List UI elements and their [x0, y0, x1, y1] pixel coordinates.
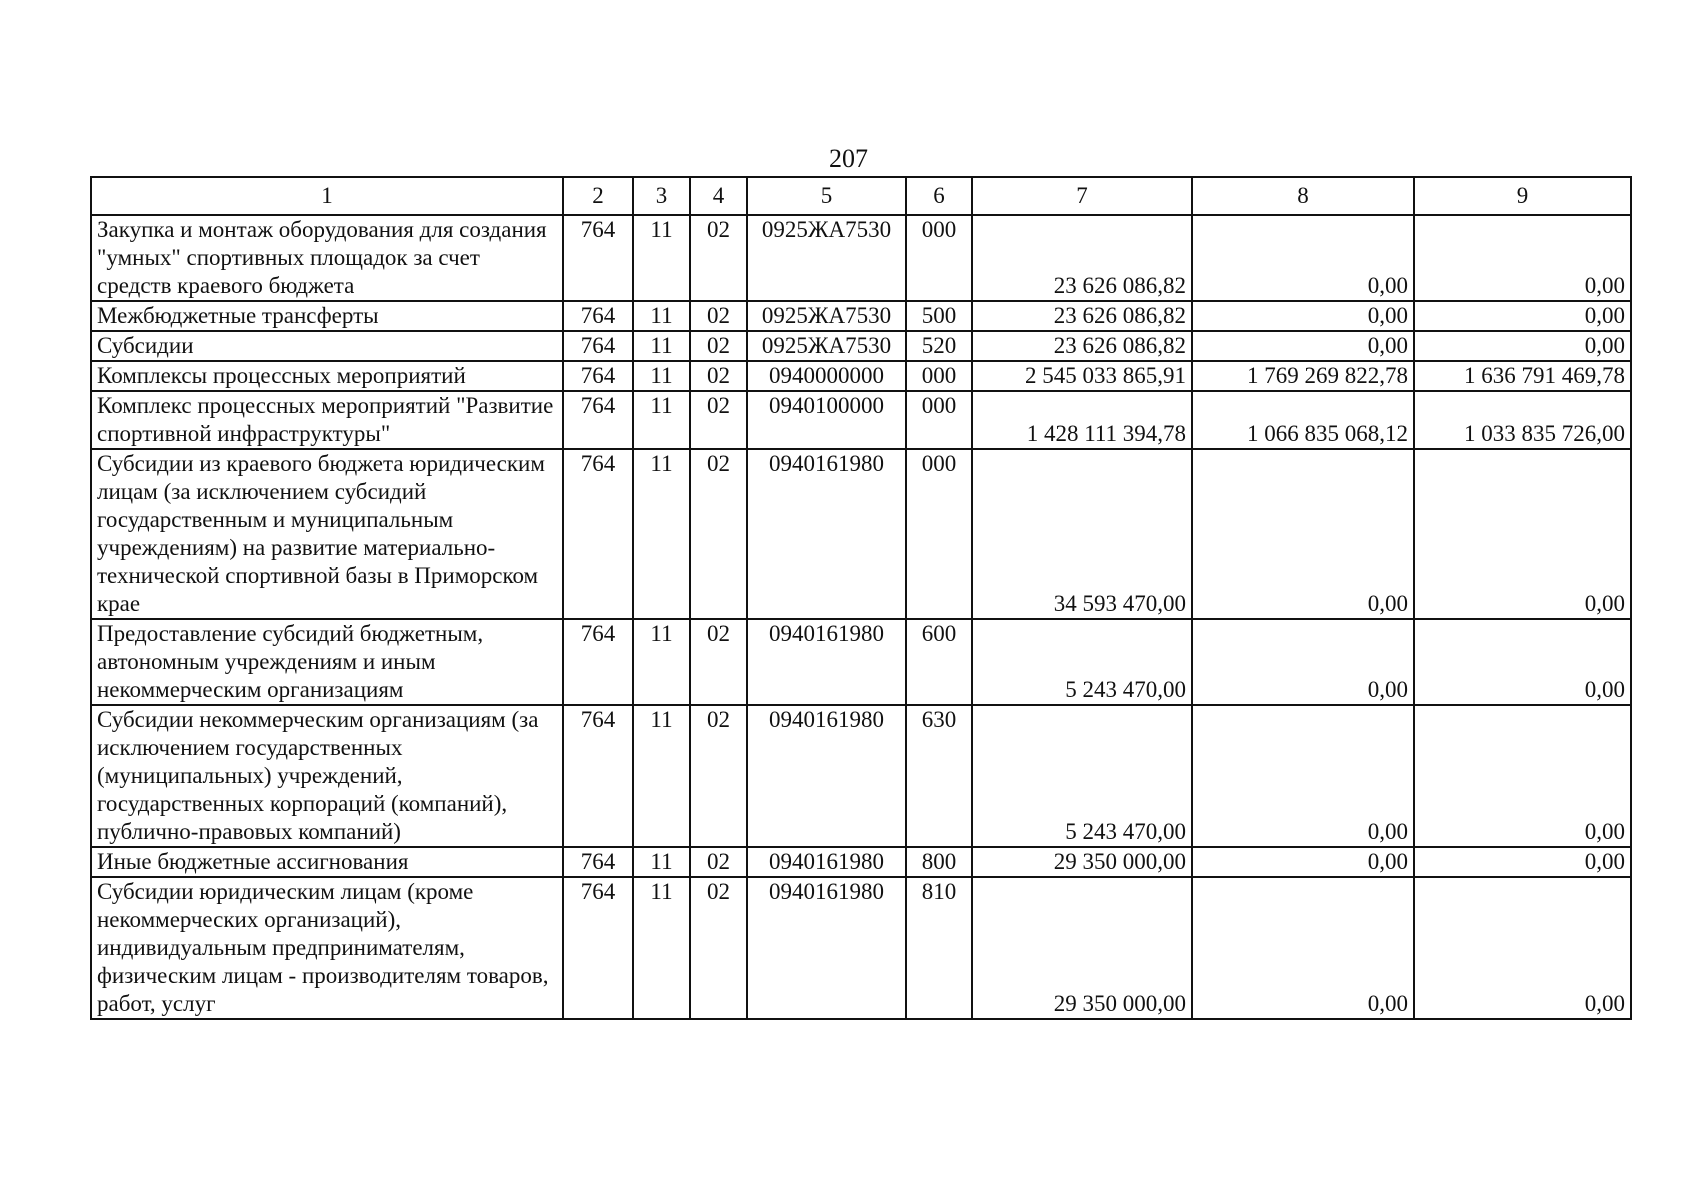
row-name-cell: Субсидии	[91, 331, 563, 361]
code-cell: 11	[633, 301, 690, 331]
code-cell: 02	[690, 361, 747, 391]
amount-cell: 0,00	[1192, 301, 1414, 331]
column-header: 9	[1414, 177, 1631, 215]
code-cell: 764	[563, 449, 633, 619]
amount-cell: 29 350 000,00	[972, 877, 1192, 1019]
amount-cell: 23 626 086,82	[972, 331, 1192, 361]
amount-cell: 0,00	[1192, 619, 1414, 705]
amount-cell: 0,00	[1192, 847, 1414, 877]
code-cell: 000	[906, 361, 972, 391]
code-cell: 11	[633, 619, 690, 705]
amount-cell: 1 769 269 822,78	[1192, 361, 1414, 391]
row-name-cell: Комплексы процессных мероприятий	[91, 361, 563, 391]
amount-cell: 0,00	[1414, 331, 1631, 361]
row-name-cell: Предоставление субсидий бюджетным, автономным учреждениям и иным некоммерческим организациям	[91, 619, 563, 705]
column-header: 5	[747, 177, 906, 215]
amount-cell: 0,00	[1414, 449, 1631, 619]
row-name-cell: Субсидии юридическим лицам (кроме некоммерческих организаций), индивидуальным предпринимателям, физическим лицам - производителям товаров, работ, услуг	[91, 877, 563, 1019]
amount-cell: 5 243 470,00	[972, 619, 1192, 705]
code-cell: 02	[690, 619, 747, 705]
row-name-cell: Иные бюджетные ассигнования	[91, 847, 563, 877]
table-row	[91, 391, 1631, 449]
code-cell: 02	[690, 705, 747, 847]
amount-cell: 1 033 835 726,00	[1414, 391, 1631, 449]
table-row	[91, 361, 1631, 391]
code-cell: 11	[633, 705, 690, 847]
code-cell: 0940161980	[747, 619, 906, 705]
amount-cell: 0,00	[1192, 877, 1414, 1019]
amount-cell: 0,00	[1414, 847, 1631, 877]
column-header: 2	[563, 177, 633, 215]
code-cell: 764	[563, 215, 633, 301]
code-cell: 11	[633, 877, 690, 1019]
code-cell: 764	[563, 877, 633, 1019]
amount-cell: 1 066 835 068,12	[1192, 391, 1414, 449]
amount-cell: 0,00	[1192, 449, 1414, 619]
amount-cell: 2 545 033 865,91	[972, 361, 1192, 391]
header-row	[91, 177, 1631, 215]
code-cell: 02	[690, 847, 747, 877]
table-row	[91, 215, 1631, 301]
column-header: 1	[91, 177, 563, 215]
amount-cell: 0,00	[1414, 705, 1631, 847]
code-cell: 0925ЖА7530	[747, 215, 906, 301]
code-cell: 520	[906, 331, 972, 361]
code-cell: 764	[563, 847, 633, 877]
code-cell: 02	[690, 877, 747, 1019]
code-cell: 0940100000	[747, 391, 906, 449]
column-header: 7	[972, 177, 1192, 215]
table-row	[91, 301, 1631, 331]
code-cell: 11	[633, 331, 690, 361]
amount-cell: 5 243 470,00	[972, 705, 1192, 847]
amount-cell: 34 593 470,00	[972, 449, 1192, 619]
amount-cell: 23 626 086,82	[972, 215, 1192, 301]
code-cell: 0940000000	[747, 361, 906, 391]
row-name-cell: Субсидии некоммерческим организациям (за исключением государственных (муниципальных) учреждений, государственных корпораций (компаний), публично-правовых компаний)	[91, 705, 563, 847]
table-row	[91, 847, 1631, 877]
code-cell: 810	[906, 877, 972, 1019]
code-cell: 764	[563, 391, 633, 449]
code-cell: 11	[633, 391, 690, 449]
table-row	[91, 449, 1631, 619]
code-cell: 11	[633, 215, 690, 301]
amount-cell: 0,00	[1414, 877, 1631, 1019]
code-cell: 11	[633, 361, 690, 391]
code-cell: 0940161980	[747, 877, 906, 1019]
code-cell: 02	[690, 215, 747, 301]
code-cell: 800	[906, 847, 972, 877]
amount-cell: 0,00	[1414, 301, 1631, 331]
amount-cell: 0,00	[1414, 619, 1631, 705]
code-cell: 764	[563, 705, 633, 847]
code-cell: 630	[906, 705, 972, 847]
code-cell: 02	[690, 449, 747, 619]
row-name-cell: Комплекс процессных мероприятий "Развитие спортивной инфраструктуры"	[91, 391, 563, 449]
column-header: 4	[690, 177, 747, 215]
budget-table	[90, 176, 1632, 1020]
table-row	[91, 619, 1631, 705]
amount-cell: 29 350 000,00	[972, 847, 1192, 877]
code-cell: 11	[633, 449, 690, 619]
code-cell: 0940161980	[747, 847, 906, 877]
amount-cell: 0,00	[1414, 215, 1631, 301]
code-cell: 764	[563, 619, 633, 705]
code-cell: 11	[633, 847, 690, 877]
code-cell: 0940161980	[747, 705, 906, 847]
row-name-cell: Межбюджетные трансферты	[91, 301, 563, 331]
code-cell: 000	[906, 215, 972, 301]
code-cell: 02	[690, 391, 747, 449]
code-cell: 764	[563, 301, 633, 331]
amount-cell: 1 636 791 469,78	[1414, 361, 1631, 391]
table-row	[91, 705, 1631, 847]
code-cell: 0925ЖА7530	[747, 331, 906, 361]
code-cell: 0925ЖА7530	[747, 301, 906, 331]
amount-cell: 0,00	[1192, 215, 1414, 301]
code-cell: 764	[563, 331, 633, 361]
code-cell: 000	[906, 449, 972, 619]
table-row	[91, 877, 1631, 1019]
column-header: 8	[1192, 177, 1414, 215]
amount-cell: 1 428 111 394,78	[972, 391, 1192, 449]
row-name-cell: Закупка и монтаж оборудования для создания "умных" спортивных площадок за счет средств краевого бюджета	[91, 215, 563, 301]
table-row	[91, 331, 1631, 361]
column-header: 6	[906, 177, 972, 215]
code-cell: 02	[690, 331, 747, 361]
amount-cell: 0,00	[1192, 331, 1414, 361]
code-cell: 500	[906, 301, 972, 331]
amount-cell: 0,00	[1192, 705, 1414, 847]
code-cell: 02	[690, 301, 747, 331]
page-number: 207	[829, 144, 868, 173]
code-cell: 000	[906, 391, 972, 449]
code-cell: 600	[906, 619, 972, 705]
row-name-cell: Субсидии из краевого бюджета юридическим лицам (за исключением субсидий государственным и муниципальным учреждениям) на развитие материально-технической спортивной базы в Приморском крае	[91, 449, 563, 619]
amount-cell: 23 626 086,82	[972, 301, 1192, 331]
column-header: 3	[633, 177, 690, 215]
code-cell: 764	[563, 361, 633, 391]
code-cell: 0940161980	[747, 449, 906, 619]
